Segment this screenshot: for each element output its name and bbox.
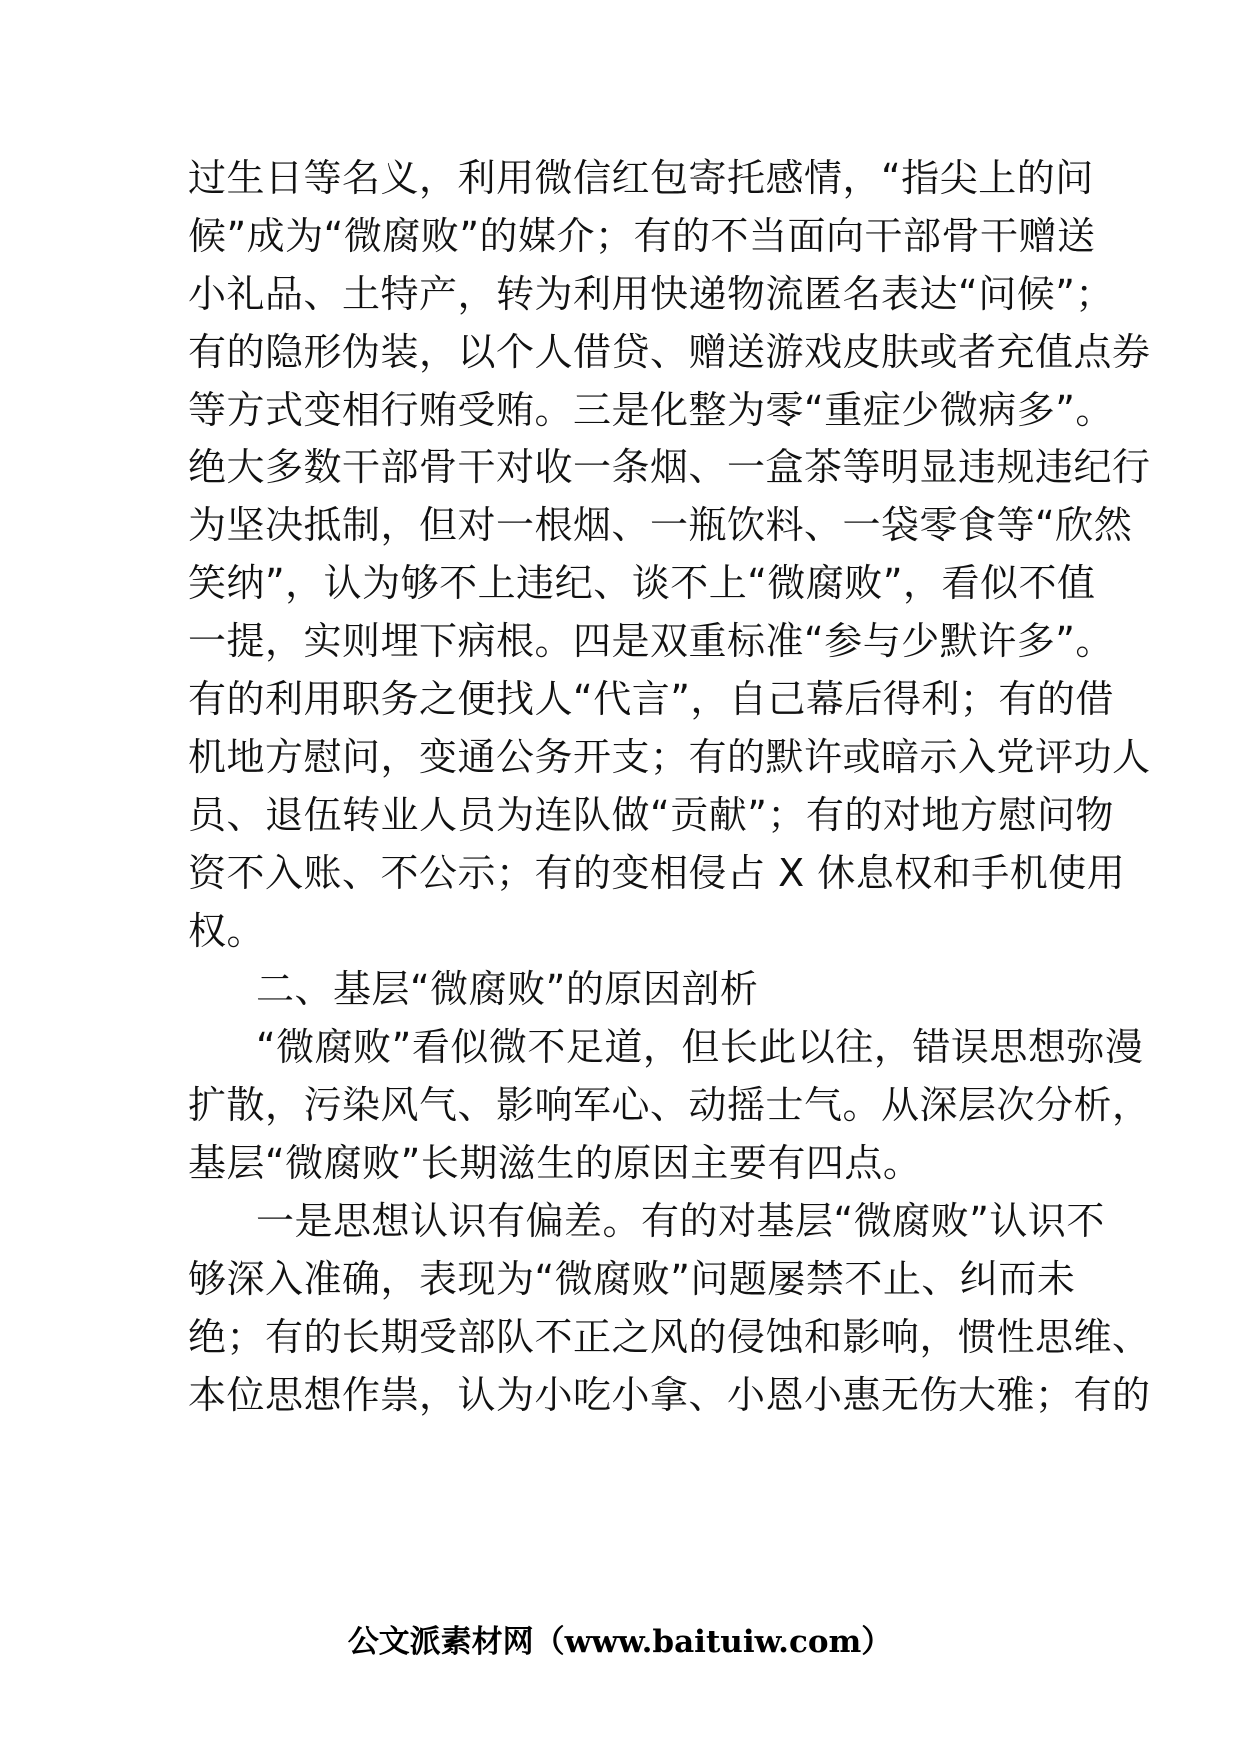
section-heading: 二、基层“微腐败”的原因剖析 bbox=[256, 967, 759, 1011]
body-text-line: 一提，实则埋下病根。四是双重标准“参与少默许多”。 bbox=[188, 619, 1114, 663]
body-text-line: 本位思想作祟，认为小吃小拿、小恩小惠无伤大雅；有的 bbox=[188, 1373, 1151, 1417]
body-text-line: 机地方慰问，变通公务开支；有的默许或暗示入党评功人 bbox=[188, 735, 1151, 779]
body-text-line: 员、退伍转业人员为连队做“贡献”；有的对地方慰问物 bbox=[188, 793, 1114, 837]
body-text-line: 过生日等名义，利用微信红包寄托感情，“指尖上的问 bbox=[188, 156, 1094, 200]
body-text-line: 笑纳”，认为够不上违纪、谈不上“微腐败”，看似不值 bbox=[188, 561, 1096, 605]
body-text-line: 小礼品、土特产，转为利用快递物流匿名表达“问候”； bbox=[188, 272, 1114, 316]
body-text-line: 基层“微腐败”长期滋生的原因主要有四点。 bbox=[188, 1141, 922, 1185]
body-text-line: 候”成为“微腐败”的媒介；有的不当面向干部骨干赠送 bbox=[188, 214, 1096, 258]
footer-watermark: 公文派素材网（www.baituiw.com） bbox=[347, 1624, 893, 1660]
body-text-line: 权。 bbox=[188, 909, 266, 953]
body-text-line: 绝；有的长期受部队不正之风的侵蚀和影响，惯性思维、 bbox=[188, 1315, 1151, 1359]
body-text-line: 有的利用职务之便找人“代言”，自己幕后得利；有的借 bbox=[188, 677, 1114, 721]
body-text-line: 资不入账、不公示；有的变相侵占 X 休息权和手机使用 bbox=[188, 851, 1126, 895]
body-text-line: 有的隐形伪装，以个人借贷、赠送游戏皮肤或者充值点券 bbox=[188, 330, 1151, 374]
body-text-line: 扩散，污染风气、影响军心、动摇士气。从深层次分析， bbox=[188, 1083, 1151, 1127]
body-text-line: 为坚决抵制，但对一根烟、一瓶饮料、一袋零食等“欣然 bbox=[188, 503, 1133, 547]
body-text-line: 绝大多数干部骨干对收一条烟、一盒茶等明显违规违纪行 bbox=[188, 445, 1151, 489]
body-text-line: 一是思想认识有偏差。有的对基层“微腐败”认识不 bbox=[256, 1199, 1105, 1243]
body-text-line: 等方式变相行贿受贿。三是化整为零“重症少微病多”。 bbox=[188, 388, 1114, 432]
body-text-line: “微腐败”看似微不足道，但长此以往，错误思想弥漫 bbox=[256, 1025, 1144, 1069]
body-text-line: 够深入准确，表现为“微腐败”问题屡禁不止、纠而未 bbox=[188, 1257, 1076, 1301]
